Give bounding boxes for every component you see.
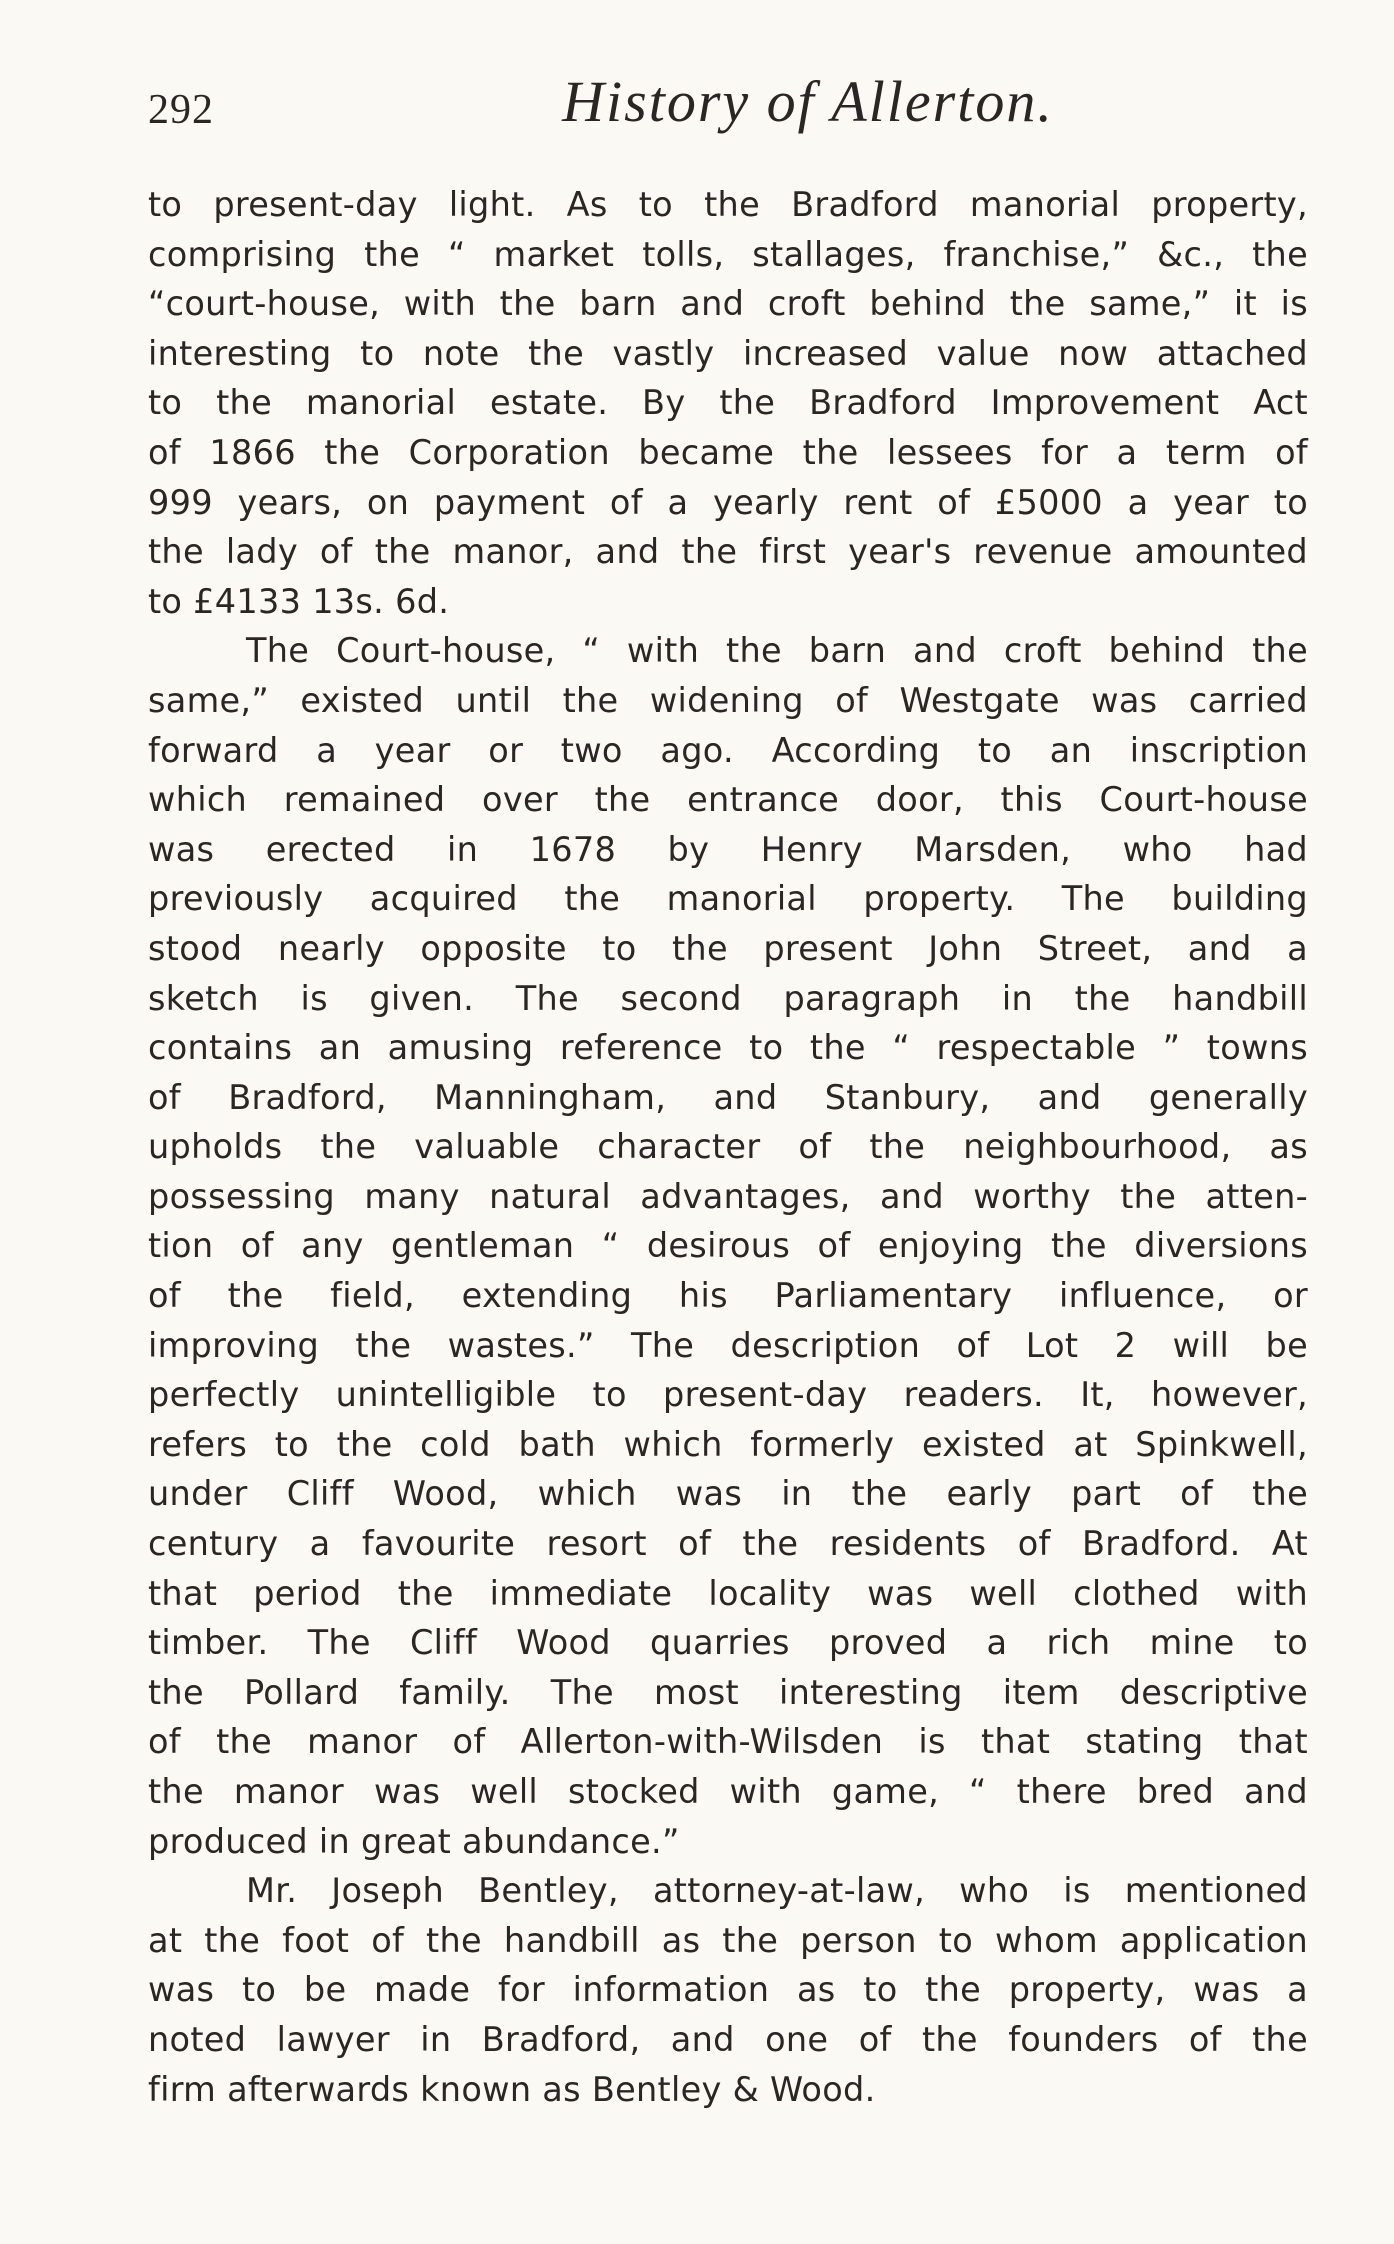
- text-line: The Court-house, “ with the barn and croft behind the: [246, 631, 1308, 671]
- text-line: refers to the cold bath which formerly existed at Spinkwell,: [148, 1424, 1308, 1464]
- text-line: contains an amusing reference to the “ respectable ” towns: [148, 1028, 1308, 1068]
- text-line: perfectly unintelligible to present-day readers. It, however,: [148, 1375, 1308, 1415]
- text-line: same,” existed until the widening of Westgate was carried: [148, 680, 1308, 720]
- running-title: History of Allerton.: [562, 69, 1054, 134]
- text-line: to the manorial estate. By the Bradford Improvement Act: [148, 383, 1308, 423]
- text-line: that period the immediate locality was well clothed with: [148, 1573, 1308, 1613]
- text-line: “court-house, with the barn and croft behind the same,” it is: [148, 284, 1308, 324]
- text-line: the lady of the manor, and the first year's revenue amounted: [148, 532, 1308, 572]
- text-line: tion of any gentleman “ desirous of enjoying the diversions: [148, 1226, 1308, 1266]
- text-line: which remained over the entrance door, this Court-house: [148, 780, 1308, 820]
- paragraph: [148, 626, 1308, 1866]
- text-line: of the manor of Allerton-with-Wilsden is that stating that: [148, 1722, 1308, 1762]
- text-line: at the foot of the handbill as the person to whom application: [148, 1920, 1308, 1960]
- text-line: improving the wastes.” The description of Lot 2 will be: [148, 1325, 1308, 1365]
- body-text: [148, 180, 1308, 2114]
- text-line: stood nearly opposite to the present John Street, and a: [148, 928, 1308, 968]
- text-line: comprising the “ market tolls, stallages, franchise,” &c., the: [148, 234, 1308, 274]
- text-line: century a favourite resort of the residents of Bradford. At: [148, 1524, 1308, 1564]
- page-number: 292: [148, 87, 214, 133]
- paragraph: [148, 180, 1308, 626]
- text-line: Mr. Joseph Bentley, attorney-at-law, who is mentioned: [246, 1871, 1308, 1911]
- text-line: possessing many natural advantages, and worthy the atten-: [148, 1176, 1308, 1216]
- text-line: was erected in 1678 by Henry Marsden, who had: [148, 829, 1308, 869]
- text-line: to £4133 13s. 6d.: [148, 581, 450, 621]
- text-line: to present-day light. As to the Bradford manorial property,: [148, 185, 1308, 224]
- text-line: timber. The Cliff Wood quarries proved a rich mine to: [148, 1623, 1308, 1663]
- text-line: sketch is given. The second paragraph in the handbill: [148, 978, 1308, 1018]
- text-line: of 1866 the Corporation became the lessees for a term of: [148, 432, 1308, 472]
- text-line: noted lawyer in Bradford, and one of the founders of the: [148, 2019, 1308, 2059]
- text-line: 999 years, on payment of a yearly rent of £5000 a year to: [148, 482, 1308, 522]
- text-line: upholds the valuable character of the neighbourhood, as: [148, 1127, 1308, 1167]
- text-line: produced in great abundance.”: [148, 1821, 680, 1861]
- text-line: interesting to note the vastly increased value now attached: [148, 333, 1308, 373]
- text-line: was to be made for information as to the property, was a: [148, 1970, 1308, 2010]
- text-line: the Pollard family. The most interesting item descriptive: [148, 1672, 1308, 1712]
- text-line: under Cliff Wood, which was in the early part of the: [148, 1474, 1308, 1514]
- paragraph: [148, 1866, 1308, 2114]
- text-line: of the field, extending his Parliamentary influence, or: [148, 1276, 1308, 1316]
- text-line: firm afterwards known as Bentley & Wood.: [148, 2069, 876, 2109]
- page-header: [148, 68, 1308, 158]
- text-line: the manor was well stocked with game, “ there bred and: [148, 1772, 1308, 1811]
- text-line: previously acquired the manorial property. The building: [148, 879, 1308, 919]
- text-line: of Bradford, Manningham, and Stanbury, and generally: [148, 1077, 1308, 1117]
- text-line: forward a year or two ago. According to an inscription: [148, 730, 1308, 770]
